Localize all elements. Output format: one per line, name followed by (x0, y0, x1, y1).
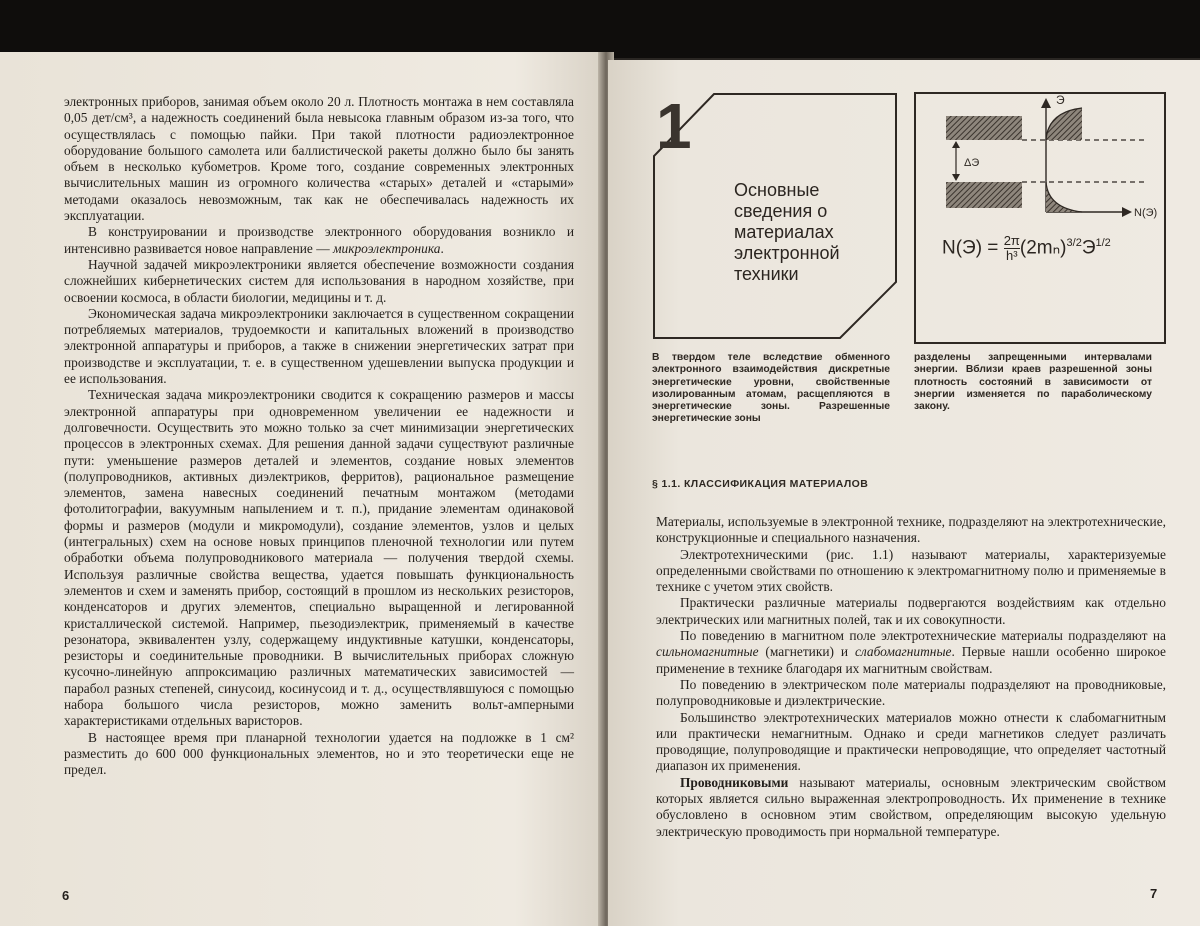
right-paragraph-4-c: . Первые нашли особенно широкое применение в технике благодаря их магнитным свойствам. (656, 644, 1166, 676)
right-paragraph-4-a: По поведению в магнитном поле электротехнические материалы подразделяют на (680, 628, 1166, 644)
book-top-edge (0, 0, 1200, 58)
term-conductive: Проводниковыми (680, 774, 789, 790)
section-heading: § 1.1. КЛАССИФИКАЦИЯ МАТЕРИАЛОВ (652, 478, 869, 490)
formula-lhs: N(Э) = (942, 237, 1004, 259)
left-paragraph-4: Экономическая задача микроэлектроники заключается в существенном сокращении потребляемых материалов, трудоемкости и капитальных вложений в производство электронной аппаратуры и приборов, а также в снижении энергетических затрат при производстве и эксплуатации, т. е. в существенном удешевлении выпуска продукции и ее использования. (64, 305, 574, 387)
figure-caption-left: В твердом теле вследствие обменного электронного взаимодействия дискретные энергетические уровни, свойственные изолированным атомам, расщепляются в энергетические зоны. Разрешенные энергетические зоны (652, 352, 890, 425)
figure-caption-right: разделены запрещенными интервалами энергии. Вблизи краев разрешенной зоны плотность состояний в зависимости от энергии изменяется по параболическому закону. (914, 352, 1152, 413)
left-page-number: 6 (62, 888, 70, 903)
formula-fraction (1004, 234, 1020, 263)
right-paragraph-3: Практически различные материалы подвергаются воздействиям как отдельно электрических или магнитных полей, так и их совокупности. (656, 595, 1166, 627)
left-paragraph-5: Техническая задача микроэлектроники сводится к сокращению размеров и массы электронной аппаратуры при одновременном увеличении ее надежности и долговечности. Осуществить это можно только за счет минимизации энергетических процессов в электронных схемах. Для решения данной задачи существуют различные пути: уменьшение размеров деталей и элементов, создание новых элементов (полупроводников, активных диэлектриков, ферритов), рациональное размещение элементов, замена навесных соединений печатным монтажом (методами фотолитографии, вакуумным напылением и т. п.), придание элементам одинаковой формы и размеров (модули и микромодули), создание элементов, узлов и целых (интегральных) схем на основе новых принципов пленочной технологии или путем обработки объема полупроводникового материала — получения твердой схемы. Используя различные свойства вещества, удается повышать функциональность элементов и схем и заменять прибор, состоящий в прошлом из нескольких резисторов, конденсаторов и других элементов, специально выращенной и легированной кристаллической системой. Например, пьезодиэлектрик, применяемый в качестве резонатора, эквивалентен узлу, содержащему индуктивные катушки, конденсаторы, резисторы и соединительные проводники. В вычислительных приборах сложную кусочно-линейную аппроксимацию различных математических зависимостей — парабол разных степеней, синусоид, косинусоид и т. д., осуществлявшуюся с помощью набора большого числа резисторов, можно заменить вольт-амперными характеристиками отдельных варисторов. (64, 387, 574, 729)
chapter-number: 1 (656, 90, 692, 162)
right-paragraph-2: Электротехническими (рис. 1.1) называют материалы, характеризуемые определенными свойствами по отношению к электромагнитному полю и применяемые в технике с учетом этих свойств. (656, 546, 1166, 595)
left-paragraph-2-text: В конструировании и производстве электронного оборудования возникло и интенсивно развивается новое направление — (64, 224, 574, 256)
right-page-body (656, 514, 1166, 840)
left-paragraph-1: электронных приборов, занимая объем около 20 л. Плотность монтажа в нем составляла 0,05 дет/см³, а надежность соединений была невысока главным образом из-за того, что осуществлялась с помощью пайки. При такой плотности радиоэлектронное оборудование большого самолета или баллистической ракеты должно было бы занять объем в несколько кубометров. Кроме того, создание современных электронных вычислительных машин из огромного количества «старых» деталей и «старыми» методами оказалось невозможным, так как не обеспечивалась надежность их эксплуатации. (64, 94, 574, 224)
right-paragraph-1: Материалы, используемые в электронной технике, подразделяют на электротехнические, конструкционные и специального назначения. (656, 514, 1166, 546)
term-strong-magnetic: сильномагнитные (656, 644, 759, 660)
formula-exponent-2: 1/2 (1095, 237, 1111, 250)
band-diagram-figure (916, 94, 1164, 342)
axis-y-label: Э (1056, 94, 1065, 107)
left-page-body (64, 94, 574, 778)
lower-band (946, 182, 1022, 208)
right-page (608, 60, 1200, 926)
right-paragraph-6: Большинство электротехнических материалов можно отнести к слабомагнитным или практически немагнитным. Однако и среди магнетиков следует различать проводящие, полупроводящие и практически непроводящие, что определяет частотный диапазон их применения. (656, 709, 1166, 774)
chapter-heading-box (652, 92, 898, 340)
left-paragraph-6: В настоящее время при планарной технологии удается на подложке в 1 см² разместить до 600 000 функциональных элементов, но и это теоретически еще не предел. (64, 729, 574, 778)
italic-term-microelectronics: микроэлектроника (332, 240, 441, 256)
right-paragraph-4 (656, 628, 1166, 677)
density-of-states-formula (942, 234, 1111, 263)
formula-mass-term: (2mₙ) (1019, 237, 1067, 259)
formula-numerator: 2π (1003, 233, 1020, 248)
left-paragraph-3: Научной задачей микроэлектроники является обеспечение возможности создания сложнейших кибернетических систем для использования в народном хозяйстве, при освоении космоса, в области биологии, медицины и т. д. (64, 256, 574, 305)
right-page-number: 7 (1150, 886, 1158, 901)
term-weak-magnetic: слабомагнитные (854, 644, 952, 660)
gap-label: ΔЭ (964, 157, 980, 169)
formula-exponent-1: 3/2 (1066, 237, 1082, 250)
left-paragraph-2: В конструировании и производстве электронного оборудования возникло и интенсивно развивается новое направление — микроэлектроника. (64, 224, 574, 256)
upper-band (946, 116, 1022, 140)
formula-denominator: h³ (1006, 248, 1018, 263)
right-paragraph-7-rest: называют материалы, основным электрическим свойством которых является сильно выраженная электропроводность. Их применение в технике обусловлено в основном этим свойством, определяющим высокую удельную электрическую проводимость при нормальной температуре. (656, 774, 1166, 839)
formula-energy: Э (1081, 237, 1096, 259)
right-paragraph-4-b: (магнетики) и (758, 644, 855, 660)
chapter-title: Основные сведения о материалах электронной техники (734, 180, 840, 284)
right-paragraph-5: По поведению в электрическом поле материалы подразделяют на проводниковые, полупроводниковые и диэлектрические. (656, 676, 1166, 709)
right-paragraph-7 (656, 775, 1166, 840)
left-page (0, 52, 606, 926)
energy-band-diagram (914, 92, 1166, 344)
axis-x-label: N(Э) (1134, 207, 1158, 219)
